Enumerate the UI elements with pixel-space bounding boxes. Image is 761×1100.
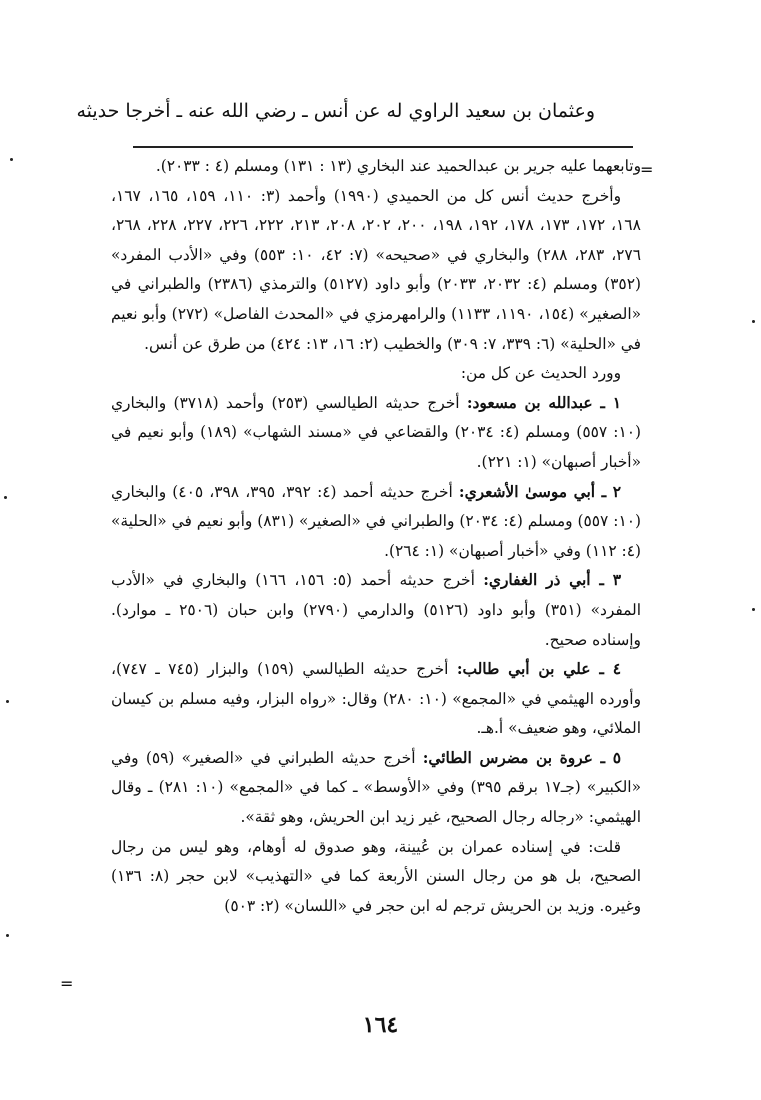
narrator-name: ٢ ـ أبي موسىٰ الأشعري: bbox=[458, 482, 622, 501]
narrator-entry bbox=[111, 655, 641, 744]
margin-speck bbox=[10, 158, 13, 161]
narrator-name: ٥ ـ عروة بن مضرس الطائي: bbox=[422, 748, 621, 767]
footnote-divider bbox=[133, 146, 633, 148]
margin-speck bbox=[752, 320, 755, 323]
continuation-mark-bottom: = bbox=[60, 974, 74, 993]
narrator-text: أخرج حديثه أحمد (٥: ١٥٦، ١٦٦) والبخاري في «الأدب المفرد» (٣٥١) وأبو داود (٥١٢٦) والدارمي (٢٧٩٠) وابن حبان (٢٥٠٦ ـ موارد). وإسناده صحيح. bbox=[111, 571, 641, 649]
margin-speck bbox=[6, 700, 9, 703]
narrator-name: ١ ـ عبدالله بن مسعود: bbox=[466, 393, 622, 412]
paragraph-narrators-intro: وورد الحديث عن كل من: bbox=[460, 364, 621, 383]
header-line: وعثمان بن سعيد الراوي له عن أنس ـ رضي الله عنه ـ أخرجا حديثه bbox=[76, 100, 595, 122]
narrator-text: أخرج حديثه أحمد (٤: ٣٩٢، ٣٩٥، ٣٩٨، ٤٠٥) والبخاري (١٠: ٥٥٧) ومسلم (٤: ٢٠٣٤) والطبراني في «الصغير» (٨٣١) وأبو نعيم في «الحلية» (٤: ١١٢) وفي «أخبار أصبهان» (١: ٢٦٤). bbox=[111, 482, 641, 560]
footnotes-block bbox=[111, 152, 641, 921]
closing-paragraph: قلت: في إسناده عمران بن عُيينة، وهو صدوق له أوهام، وهو ليس من رجال الصحيح، بل هو من رجال السنن الأربعة كما في «التهذيب» لابن حجر (٨: ١٣٦) وغيره. وزيد بن الحريش ترجم له ابن حجر في «اللسان» (٢: ٥٠٣) bbox=[111, 837, 641, 915]
continuation-mark-top: = bbox=[640, 160, 654, 179]
narrator-text: أخرج حديثه الطيالسي (٢٥٣) وأحمد (٣٧١٨) والبخاري (١٠: ٥٥٧) ومسلم (٤: ٢٠٣٤) والقضاعي في «مسند الشهاب» (١٨٩) وأبو نعيم في «أخبار أصبهان» (١: ٢٢١). bbox=[111, 393, 642, 471]
margin-speck bbox=[4, 496, 7, 499]
margin-speck bbox=[752, 608, 755, 611]
page-number: ١٦٤ bbox=[362, 1012, 399, 1038]
narrator-entry bbox=[111, 566, 641, 655]
paragraph-follow-up: وتابعهما عليه جرير بن عبدالحميد عند البخاري (١٣ : ١٣١) ومسلم (٤ : ٢٠٣٣). bbox=[155, 157, 641, 175]
narrator-name: ٣ ـ أبي ذر الغفاري: bbox=[483, 571, 622, 590]
narrator-name: ٤ ـ علي بن أبي طالب: bbox=[456, 660, 622, 679]
narrator-text: أخرج حديثه الطبراني في «الصغير» (٥٩) وفي «الكبير» (جـ١٧ برقم ٣٩٥) وفي «الأوسط» ـ كما في «المجمع» (١٠: ٢٨١) ـ وقال الهيثمي: «رجاله رجال الصحيح، غير زيد ابن الحريش، وهو ثقة». bbox=[111, 748, 641, 827]
margin-speck bbox=[6, 934, 9, 937]
narrator-text: أخرج حديثه الطيالسي (١٥٩) والبزار (٧٤٥ ـ ٧٤٧)، وأورده الهيثمي في «المجمع» (١٠: ٢٨٠) وقال: «رواه البزار، وفيه مسلم بن كيسان الملائي، وهو ضعيف» أ.هـ. bbox=[111, 660, 641, 738]
narrator-entry bbox=[111, 744, 641, 833]
narrator-entry bbox=[111, 389, 641, 478]
paragraph-anas-sources: وأخرج حديث أنس كل من الحميدي (١٩٩٠) وأحمد (٣: ١١٠، ١٥٩، ١٦٥، ١٦٧، ١٦٨، ١٧٢، ١٧٣، ١٧٨، ١٩٢، ١٩٨، ٢٠٠، ٢٠٢، ٢٠٨، ٢١٣، ٢٢٢، ٢٢٦، ٢٢٧، ٢٢٨، ٢٦٨، ٢٧٦، ٢٨٣، ٢٨٨) والبخاري في «صحيحه» (٧: ٤٢، ١٠: ٥٥٣) وفي «الأدب المفرد» (٣٥٢) ومسلم (٤: ٢٠٣٢، ٢٠٣٣) وأبو داود (٥١٢٧) والترمذي (٢٣٨٦) والطبراني في «الصغير» (١٥٤، ١١٩٠، ١١٣٣) والرامهرمزي في «المحدث الفاصل» (٢٧٢) وأبو نعيم في «الحلية» (٦: ٣٣٩، ٧: ٣٠٩) والخطيب (٢: ١٦، ١٣: ٤٢٤) من طرق عن أنس. bbox=[111, 186, 642, 353]
narrator-entry bbox=[111, 478, 641, 567]
